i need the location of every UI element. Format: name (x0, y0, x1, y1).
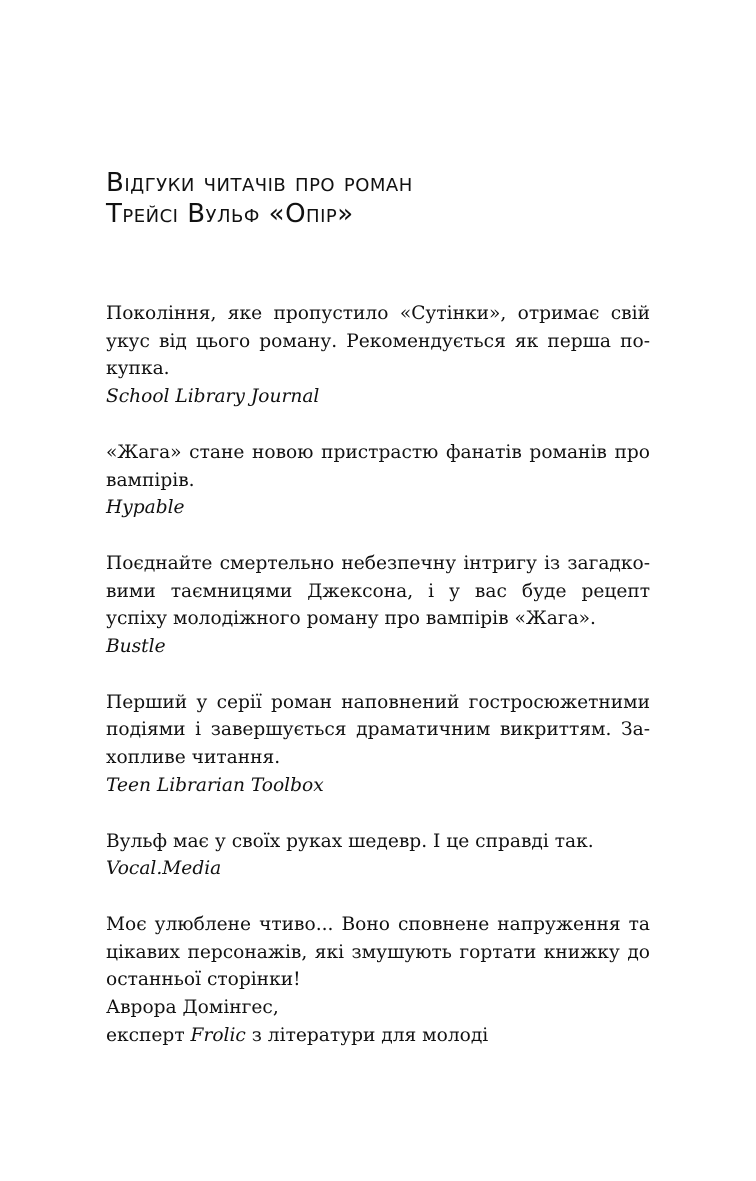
review-item (106, 911, 650, 1050)
review-text: Покоління, яке пропустило «Сутінки», отримає свій укус від цього роману. Рекомендується як перша покупка. (106, 303, 650, 380)
review-source-role (106, 1022, 650, 1050)
source-role-suffix: з літератури для молоді (245, 1024, 489, 1046)
title-line-1: Відгуки читачів про роман (106, 168, 413, 198)
review-source: Hypable (106, 497, 185, 519)
source-role-publication: Frolic (190, 1024, 246, 1046)
review-item (106, 439, 650, 522)
title-line-2: Трейсі Вульф «Опір» (106, 199, 354, 229)
review-text: Вульф має у своїх руках шедевр. І це справді так. (106, 830, 594, 852)
review-source: Teen Librarian Toolbox (106, 774, 324, 796)
review-text: Перший у серії роман наповнений гостросюжетними подіями і завершується драматичним викриттям. Захопливе читання. (106, 691, 650, 769)
review-source-name: Аврора Домінгес, (106, 997, 279, 1019)
review-item (106, 828, 650, 883)
review-source: Vocal.Media (106, 858, 222, 880)
page-title (106, 168, 666, 230)
review-source: Bustle (106, 636, 166, 658)
review-source: School Library Journal (106, 386, 320, 408)
review-item (106, 550, 650, 661)
review-item (106, 300, 650, 411)
review-item (106, 689, 650, 800)
reviews-list (106, 300, 650, 1077)
source-role-prefix: експерт (106, 1024, 191, 1046)
review-text: Моє улюблене чтиво... Воно сповнене напруження та цікавих персонажів, які змушують гортати книжку до останньої сторінки! (106, 913, 650, 991)
review-text: «Жага» стане новою пристрастю фанатів романів про вампірів. (106, 441, 650, 491)
review-text: Поєднайте смертельно небезпечну інтригу із загадковими таємницями Джексона, і у вас буде рецепт успіху молодіжного роману про вампірів «Жага». (106, 552, 650, 630)
